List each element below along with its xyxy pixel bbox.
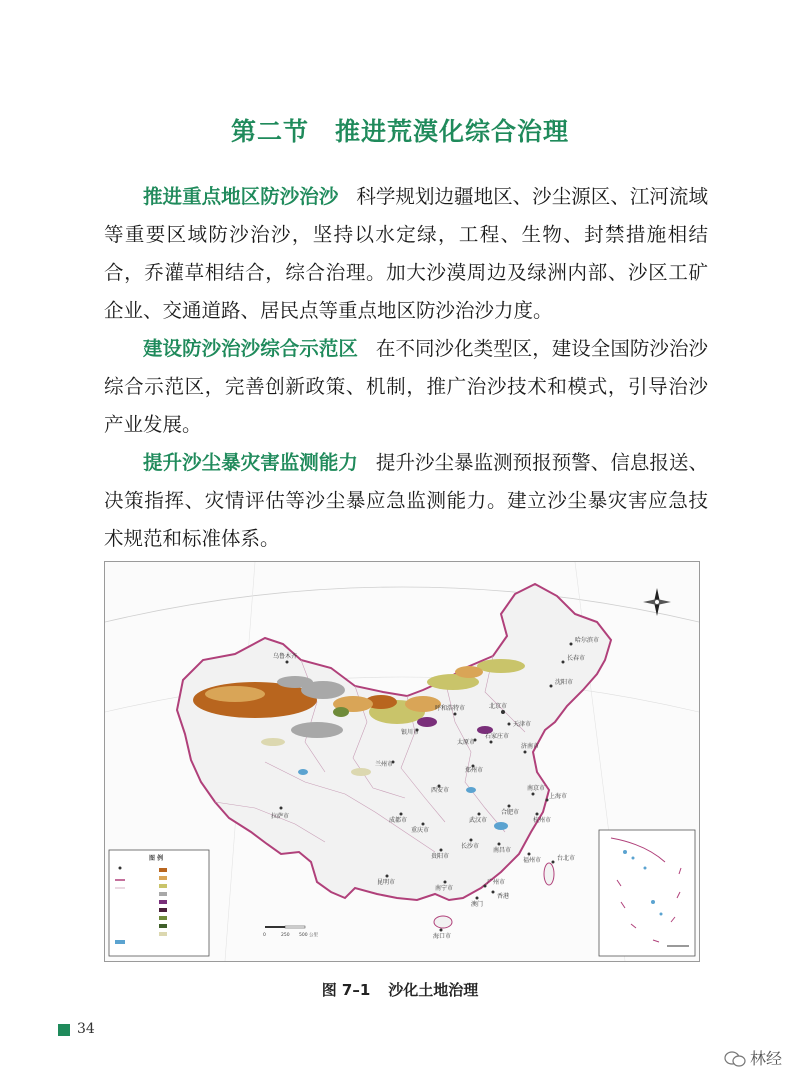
city-label: 成都市 <box>389 817 408 824</box>
city-label: 福州市 <box>523 857 542 864</box>
paragraph-3 <box>104 444 708 558</box>
body-text <box>104 178 708 558</box>
figure-number: 图 7–1 <box>321 981 371 999</box>
treated-area <box>417 717 437 727</box>
paragraph-1 <box>104 178 708 330</box>
section-title <box>0 112 800 148</box>
wechat-icon <box>724 1051 746 1067</box>
legend-swatch <box>159 924 167 928</box>
sandy-area <box>261 738 285 746</box>
scale-label: 0 <box>263 933 266 938</box>
city-label: 台北市 <box>557 855 576 862</box>
page-marker <box>58 1024 70 1036</box>
city-label: 石家庄市 <box>485 733 510 740</box>
taiwan-island <box>544 863 554 885</box>
section-number: 第二节 <box>230 117 309 146</box>
city-label: 昆明市 <box>377 879 396 886</box>
desert-light-area <box>205 686 265 702</box>
legend-swatch <box>115 940 125 944</box>
city-label: 澳门 <box>471 901 484 908</box>
page-number: 34 <box>77 1021 95 1037</box>
lake <box>466 787 476 793</box>
city-label: 杭州市 <box>533 817 552 824</box>
city-label: 郑州市 <box>465 767 484 774</box>
legend-marker <box>119 867 122 870</box>
city-label: 上海市 <box>549 793 568 800</box>
section-heading: 推进荒漠化综合治理 <box>335 117 570 146</box>
city-label: 武汉市 <box>469 817 488 824</box>
china-outline <box>177 584 611 900</box>
gobi-area <box>277 676 313 688</box>
figure-caption-text: 沙化土地治理 <box>388 981 479 999</box>
south-china-sea-inset <box>599 830 695 956</box>
paragraph-1-lead: 推进重点地区防沙治沙 <box>143 185 339 208</box>
paragraph-3-text: 提升沙尘暴监测预报预警、信息报送、决策指挥、灾情评估等沙尘暴应急监测能力。建立沙尘暴灾害应急技术规范和标准体系。 <box>104 451 708 550</box>
city-label: 广州市 <box>487 879 506 886</box>
paragraph-2-text: 在不同沙化类型区，建设全国防沙治沙综合示范区，完善创新政策、机制，推广治沙技术和模式，引导治沙产业发展。 <box>104 337 708 436</box>
city-label: 拉萨市 <box>271 813 290 820</box>
desert-area <box>455 666 483 678</box>
paragraph-2-lead: 建设防沙治沙综合示范区 <box>143 337 358 360</box>
city-label: 合肥市 <box>501 809 520 816</box>
city-label: 重庆市 <box>411 827 430 834</box>
lake <box>298 769 308 775</box>
compass-icon <box>643 588 671 616</box>
city-label: 乌鲁木齐 <box>273 653 298 660</box>
city-label: 济南市 <box>521 743 540 750</box>
city-label: 呼和浩特市 <box>435 705 466 712</box>
legend-swatch <box>159 916 167 920</box>
paragraph-1-text: 科学规划边疆地区、沙尘源区、江河流域等重要区域防沙治沙，坚持以水定绿，工程、生物、封禁措施相结合，乔灌草相结合，综合治理。加大沙漠周边及绿洲内部、沙区工矿企业、交通道路、居民点等重点地区防沙治沙力度。 <box>104 185 708 322</box>
paragraph-3-lead: 提升沙尘暴灾害监测能力 <box>143 451 358 474</box>
sandy-land-area <box>477 659 525 673</box>
city-label: 海口市 <box>433 933 452 940</box>
scale-label: 250 <box>281 933 290 938</box>
city-label: 西安市 <box>431 787 450 794</box>
legend-swatch <box>159 876 167 880</box>
watermark <box>724 1046 782 1069</box>
city-label: 天津市 <box>513 721 532 728</box>
city-label: 兰州市 <box>375 761 394 768</box>
paragraph-2 <box>104 330 708 444</box>
hainan-island <box>434 916 452 928</box>
gobi-area <box>291 722 343 738</box>
city-label: 南京市 <box>527 785 546 792</box>
graticule-line <box>105 587 699 622</box>
map-figure <box>104 561 700 962</box>
map-legend <box>109 850 209 956</box>
city-label: 太原市 <box>457 739 476 746</box>
scale-label: 500 公里 <box>299 933 319 938</box>
city-label: 银川市 <box>401 729 420 736</box>
green-area <box>333 707 349 717</box>
watermark-text: 林经 <box>749 1049 782 1068</box>
city-label: 北京市 <box>489 703 508 710</box>
city-label: 沈阳市 <box>555 679 574 686</box>
city-label: 南宁市 <box>435 885 454 892</box>
lake <box>494 822 508 830</box>
legend-swatch <box>159 932 167 936</box>
city-label: 香港 <box>497 893 510 900</box>
city-label: 长春市 <box>567 655 586 662</box>
legend-swatch <box>159 884 167 888</box>
city-label: 长沙市 <box>461 843 480 850</box>
figure-caption <box>0 979 800 1000</box>
legend-swatch <box>159 900 167 904</box>
city-label: 贵阳市 <box>431 853 450 860</box>
legend-swatch <box>159 892 167 896</box>
legend-swatch <box>159 908 167 912</box>
legend-title: 图 例 <box>149 855 164 862</box>
city-label: 哈尔滨市 <box>575 637 600 644</box>
sandy-area <box>351 768 371 776</box>
china-map <box>105 562 699 961</box>
city-label: 南昌市 <box>493 847 512 854</box>
scale-bar <box>263 926 319 938</box>
legend-swatch <box>159 868 167 872</box>
